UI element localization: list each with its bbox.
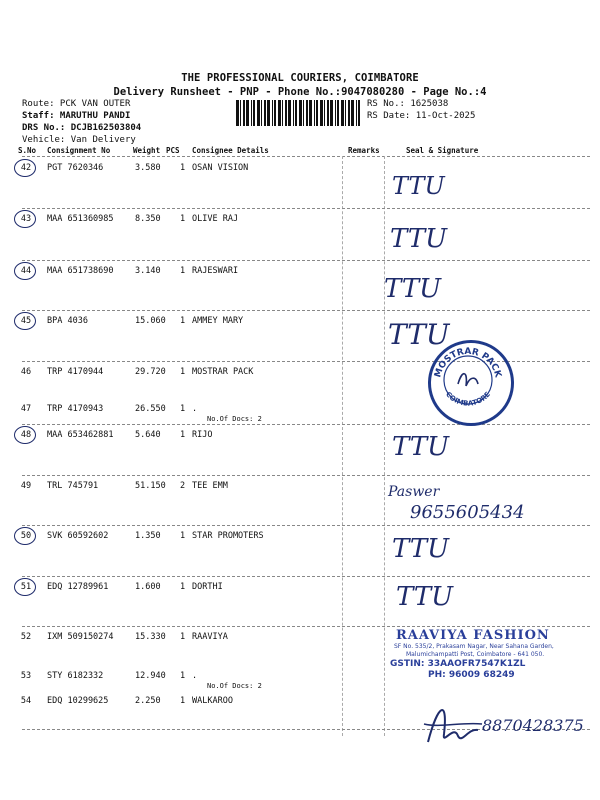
row-consignee: STAR PROMOTERS bbox=[192, 531, 264, 541]
row-weight: 51.150 bbox=[135, 481, 166, 491]
row-pcs: 2 bbox=[180, 481, 186, 491]
row-docs-count: No.Of Docs: 2 bbox=[207, 682, 262, 690]
handwritten-circle bbox=[14, 262, 36, 280]
stamp-company-name: RAAVIYA FASHION bbox=[396, 628, 550, 643]
row-sno: 51 bbox=[20, 582, 32, 592]
signature-scribble-row-54 bbox=[420, 694, 484, 754]
handwritten-circle bbox=[14, 312, 36, 330]
row-docs-count: No.Of Docs: 2 bbox=[207, 415, 262, 423]
row-pcs: 1 bbox=[180, 266, 186, 276]
handwritten-circle bbox=[14, 426, 36, 444]
row-consignment-no: SVK 60592602 bbox=[47, 531, 109, 541]
row-pcs: 1 bbox=[180, 404, 186, 414]
staff-label: Staff: MARUTHU PANDI bbox=[22, 111, 131, 121]
row-sno: 52 bbox=[20, 632, 32, 642]
row-sno: 43 bbox=[20, 214, 32, 224]
col-consignee: Consignee Details bbox=[192, 146, 269, 155]
route-label: Route: PCK VAN OUTER bbox=[22, 99, 131, 109]
raaviya-fashion-stamp bbox=[388, 628, 570, 690]
row-weight: 12.940 bbox=[135, 671, 166, 681]
stamp-gstin: GSTIN: 33AAOFR7547K1ZL bbox=[390, 659, 526, 669]
row-consignee: TEE EMM bbox=[192, 481, 228, 491]
handwritten-circle bbox=[14, 159, 36, 177]
row-pcs: 1 bbox=[180, 531, 186, 541]
row-consignment-no: EDQ 10299625 bbox=[47, 696, 109, 706]
row-sno: 45 bbox=[20, 316, 32, 326]
rs-date: RS Date: 11-Oct-2025 bbox=[367, 111, 476, 121]
row-weight: 29.720 bbox=[135, 367, 166, 377]
handwritten-phone-row-54: 8870428375 bbox=[482, 716, 584, 735]
row-weight: 15.330 bbox=[135, 632, 166, 642]
signature-row-50: TTU bbox=[392, 534, 450, 564]
row-sno: 54 bbox=[20, 696, 32, 706]
row-divider bbox=[22, 576, 590, 577]
row-weight: 15.060 bbox=[135, 316, 166, 326]
row-weight: 26.550 bbox=[135, 404, 166, 414]
vehicle-label: Vehicle: Van Delivery bbox=[22, 135, 136, 145]
row-consignee: . bbox=[192, 404, 198, 414]
row-sno: 49 bbox=[20, 481, 32, 491]
col-weight: Weight bbox=[133, 146, 161, 155]
company-title: THE PROFESSIONAL COURIERS, COIMBATORE bbox=[181, 72, 419, 84]
row-consignment-no: STY 6182332 bbox=[47, 671, 104, 681]
handwritten-phone-row-49: 9655605434 bbox=[410, 502, 525, 523]
row-divider bbox=[22, 260, 590, 261]
row-consignment-no: EDQ 12789961 bbox=[47, 582, 109, 592]
row-consignee: DORTHI bbox=[192, 582, 223, 592]
row-pcs: 1 bbox=[180, 671, 186, 681]
row-consignee: . bbox=[192, 671, 198, 681]
row-consignee: OSAN VISION bbox=[192, 163, 249, 173]
remarks-separator bbox=[342, 156, 343, 736]
row-consignment-no: TRP 4170943 bbox=[47, 404, 104, 414]
handwritten-circle bbox=[14, 578, 36, 596]
row-consignee: MOSTRAR PACK bbox=[192, 367, 254, 377]
row-pcs: 1 bbox=[180, 367, 186, 377]
barcode bbox=[236, 100, 362, 126]
handwritten-name-row-49: Paswer bbox=[388, 484, 440, 500]
stamp-bottom-text: COIMBATORE bbox=[443, 390, 493, 408]
rs-number: RS No.: 1625038 bbox=[367, 99, 449, 109]
col-sno: S.No bbox=[18, 146, 37, 155]
row-pcs: 1 bbox=[180, 430, 186, 440]
row-sno: 42 bbox=[20, 163, 32, 173]
row-weight: 1.600 bbox=[135, 582, 161, 592]
row-weight: 3.140 bbox=[135, 266, 161, 276]
row-consignee: RIJO bbox=[192, 430, 213, 440]
signature-row-51: TTU bbox=[396, 582, 454, 612]
stamp-phone: PH: 96009 68249 bbox=[428, 670, 515, 680]
row-sno: 50 bbox=[20, 531, 32, 541]
signature-row-44: TTU bbox=[384, 274, 442, 304]
stamp-address-line1: SF No. 535/2, Prakasam Nagar, Near Sahana Garden, bbox=[394, 643, 554, 650]
row-pcs: 1 bbox=[180, 696, 186, 706]
signature-row-43: TTU bbox=[390, 224, 448, 254]
row-consignee: RAJESWARI bbox=[192, 266, 239, 276]
row-weight: 2.250 bbox=[135, 696, 161, 706]
signature-row-42: TTU bbox=[392, 172, 445, 200]
row-pcs: 1 bbox=[180, 214, 186, 224]
row-consignee: OLIVE RAJ bbox=[192, 214, 239, 224]
seal-separator bbox=[384, 156, 385, 736]
row-divider bbox=[22, 424, 590, 425]
mostrar-pack-stamp bbox=[428, 340, 514, 426]
row-sno: 48 bbox=[20, 430, 32, 440]
row-consignment-no: TRP 4170944 bbox=[47, 367, 104, 377]
row-sno: 44 bbox=[20, 266, 32, 276]
row-consignee: AMMEY MARY bbox=[192, 316, 244, 326]
handwritten-circle bbox=[14, 210, 36, 228]
handwritten-circle bbox=[14, 527, 36, 545]
row-divider bbox=[22, 310, 590, 311]
signature-row-45: TTU bbox=[388, 318, 450, 351]
col-remarks: Remarks bbox=[348, 146, 380, 155]
runsheet-subtitle: Delivery Runsheet - PNP - Phone No.:9047080280 - Page No.:4 bbox=[113, 86, 487, 98]
row-consignment-no: MAA 651738690 bbox=[47, 266, 114, 276]
row-pcs: 1 bbox=[180, 582, 186, 592]
row-consignment-no: MAA 651360985 bbox=[47, 214, 114, 224]
row-divider bbox=[22, 626, 590, 627]
col-consignment: Consignment No bbox=[47, 146, 111, 155]
row-sno: 47 bbox=[20, 404, 32, 414]
drs-label: DRS No.: DCJB162503804 bbox=[22, 123, 142, 133]
row-pcs: 1 bbox=[180, 632, 186, 642]
row-consignee: WALKAROO bbox=[192, 696, 233, 706]
row-consignment-no: PGT 7620346 bbox=[47, 163, 104, 173]
stamp-top-text: MOSTRAR PACK bbox=[433, 346, 503, 379]
row-weight: 8.350 bbox=[135, 214, 161, 224]
row-consignment-no: MAA 653462881 bbox=[47, 430, 114, 440]
row-weight: 1.350 bbox=[135, 531, 161, 541]
row-weight: 3.580 bbox=[135, 163, 161, 173]
row-sno: 46 bbox=[20, 367, 32, 377]
row-consignment-no: TRL 745791 bbox=[47, 481, 99, 491]
row-weight: 5.640 bbox=[135, 430, 161, 440]
row-sno: 53 bbox=[20, 671, 32, 681]
row-consignment-no: IXM 509150274 bbox=[47, 632, 114, 642]
row-divider bbox=[22, 475, 590, 476]
col-seal: Seal & Signature bbox=[406, 146, 479, 155]
row-pcs: 1 bbox=[180, 316, 186, 326]
signature-row-48: TTU bbox=[392, 432, 450, 462]
row-divider bbox=[22, 208, 590, 209]
row-consignee: RAAVIYA bbox=[192, 632, 228, 642]
col-pcs: PCS bbox=[166, 146, 180, 155]
stamp-address-line2: Malumichampatti Post, Coimbatore - 641 050. bbox=[406, 651, 545, 658]
row-divider bbox=[22, 525, 590, 526]
row-consignment-no: BPA 4036 bbox=[47, 316, 88, 326]
header-rule bbox=[22, 156, 590, 157]
row-pcs: 1 bbox=[180, 163, 186, 173]
